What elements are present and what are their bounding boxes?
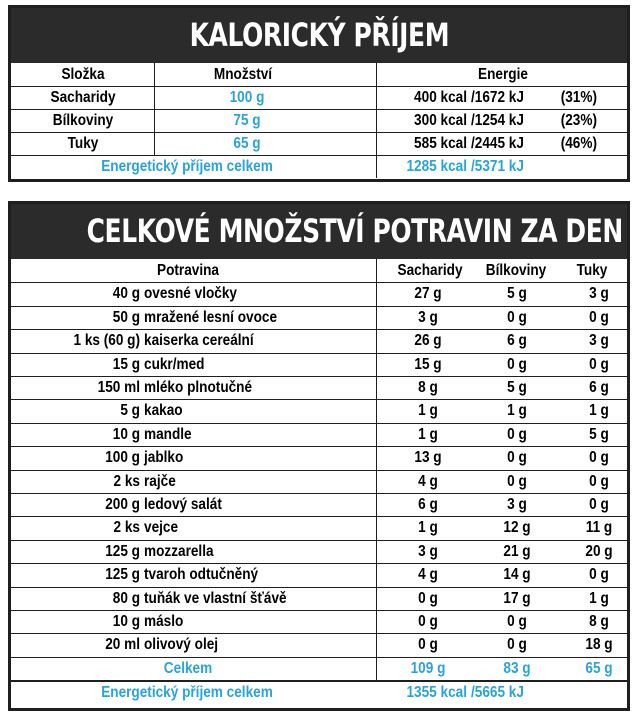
- nutrient-amount: 100 g: [229, 89, 265, 106]
- food-carbs: 26 g: [414, 332, 442, 350]
- food-row: [11, 306, 627, 329]
- food-protein: 17 g: [503, 589, 531, 607]
- sum-row: [11, 657, 627, 680]
- food-quantity: 80 g: [112, 589, 140, 607]
- food-quantity: 20 ml: [105, 636, 140, 654]
- food-protein: 21 g: [503, 542, 531, 560]
- calorie-intake-panel: [8, 5, 630, 182]
- food-fat: 18 g: [585, 636, 613, 654]
- food-row: [11, 633, 627, 656]
- food-row: [11, 493, 627, 516]
- food-carbs: 1 g: [418, 402, 438, 420]
- food-fat: 1 g: [589, 589, 609, 607]
- nutrient-kj: /1672 kJ: [471, 89, 524, 106]
- food-carbs: 0 g: [418, 589, 438, 607]
- food-name: tvaroh odtučněný: [144, 566, 259, 584]
- food-row: [11, 353, 627, 376]
- food-fat: 3 g: [589, 332, 609, 350]
- nutrient-name: Tuky: [67, 135, 99, 152]
- food-quantity: 10 g: [112, 425, 140, 443]
- food-fat: 0 g: [589, 449, 609, 467]
- nutrient-row: [11, 86, 627, 109]
- header-component: Složka: [61, 66, 105, 83]
- nutrient-amount: 75 g: [233, 112, 261, 129]
- header-food: Potravina: [157, 262, 219, 279]
- food-quantity: 100 g: [105, 449, 140, 467]
- header-carbs: Sacharidy: [397, 262, 463, 279]
- food-name: kaiserka cereální: [144, 332, 254, 350]
- food-protein: 0 g: [507, 613, 527, 630]
- food-protein: 0 g: [507, 449, 527, 467]
- food-protein: 5 g: [507, 285, 527, 303]
- food-protein: 1 g: [507, 402, 527, 420]
- food-fat: 0 g: [589, 496, 609, 513]
- food-name: kakao: [144, 402, 183, 420]
- calorie-intake-table: [11, 63, 627, 179]
- food-protein: 0 g: [507, 636, 527, 654]
- food-protein: 12 g: [503, 519, 531, 537]
- energy-total-kcal: 1285 kcal: [406, 158, 467, 175]
- table-header-row: [11, 63, 627, 86]
- food-quantity: 15 g: [112, 355, 140, 373]
- food-row: [11, 516, 627, 539]
- food-fat: 5 g: [589, 425, 609, 443]
- food-carbs: 13 g: [414, 449, 442, 467]
- nutrient-row: [11, 132, 627, 155]
- food-quantity: 200 g: [105, 496, 140, 513]
- food-carbs: 15 g: [414, 355, 442, 373]
- food-carbs: 4 g: [418, 566, 438, 584]
- food-fat: 20 g: [585, 542, 613, 560]
- nutrient-percent: (31%): [560, 89, 597, 106]
- food-name: mražené lesní ovoce: [144, 308, 278, 326]
- food-name: tuňák ve vlastní šťávě: [144, 589, 287, 607]
- calorie-intake-title: KALORICKÝ PŘÍJEM: [11, 8, 627, 63]
- sum-protein: 83 g: [503, 659, 531, 677]
- food-carbs: 27 g: [414, 285, 442, 303]
- food-name: cukr/med: [144, 355, 205, 373]
- food-name: mozzarella: [144, 542, 214, 560]
- food-carbs: 8 g: [418, 379, 438, 396]
- food-row: [11, 563, 627, 586]
- food-row: [11, 540, 627, 563]
- food-protein: 6 g: [507, 332, 527, 350]
- food-carbs: 3 g: [418, 542, 438, 560]
- food-quantity: 1 ks (60 g): [73, 332, 140, 350]
- food-protein: 0 g: [507, 472, 527, 490]
- food-fat: 0 g: [589, 472, 609, 490]
- food-fat: 1 g: [589, 402, 609, 420]
- sum-carbs: 109 g: [410, 659, 446, 677]
- energy-total-label: Energetický příjem celkem: [101, 684, 273, 702]
- food-carbs: 1 g: [418, 519, 438, 537]
- daily-food-panel: [8, 201, 630, 711]
- energy-total-row: [11, 681, 627, 704]
- nutrient-row: [11, 109, 627, 132]
- food-quantity: 10 g: [112, 613, 140, 630]
- energy-total-label: Energetický příjem celkem: [101, 158, 273, 175]
- table-header-row: [11, 259, 627, 282]
- food-name: olivový olej: [144, 636, 219, 654]
- nutrient-kcal: 585 kcal: [414, 135, 467, 152]
- food-row: [11, 376, 627, 399]
- food-quantity: 125 g: [105, 542, 140, 560]
- food-fat: 6 g: [589, 379, 609, 396]
- nutrient-kj: /1254 kJ: [471, 112, 524, 129]
- sum-fat: 65 g: [585, 659, 613, 677]
- nutrient-percent: (46%): [560, 135, 597, 152]
- header-energy: Energie: [478, 66, 528, 83]
- food-quantity: 5 g: [120, 402, 140, 420]
- food-fat: 0 g: [589, 308, 609, 326]
- nutrient-kcal: 300 kcal: [414, 112, 467, 129]
- header-protein: Bílkoviny: [485, 262, 547, 279]
- food-protein: 0 g: [507, 355, 527, 373]
- food-name: jablko: [144, 449, 184, 467]
- food-name: rajče: [144, 472, 176, 490]
- food-name: ledový salát: [144, 496, 222, 513]
- food-fat: 0 g: [589, 566, 609, 584]
- food-carbs: 0 g: [418, 613, 438, 630]
- food-carbs: 0 g: [418, 636, 438, 654]
- nutrient-name: Bílkoviny: [52, 112, 114, 129]
- food-protein: 3 g: [507, 496, 527, 513]
- food-row: [11, 587, 627, 610]
- food-row: [11, 329, 627, 352]
- header-amount: Množství: [213, 66, 273, 83]
- food-fat: 8 g: [589, 613, 609, 630]
- food-carbs: 6 g: [418, 496, 438, 513]
- food-carbs: 1 g: [418, 425, 438, 443]
- food-name: ovesné vločky: [144, 285, 237, 303]
- food-row: [11, 423, 627, 446]
- food-name: mandle: [144, 425, 192, 443]
- food-quantity: 2 ks: [113, 519, 140, 537]
- food-protein: 14 g: [503, 566, 531, 584]
- daily-food-title: CELKOVÉ MNOŽSTVÍ POTRAVIN ZA DEN: [11, 204, 627, 259]
- food-fat: 11 g: [585, 519, 613, 537]
- food-name: mléko plnotučné: [144, 379, 253, 396]
- food-quantity: 150 ml: [97, 379, 140, 396]
- energy-total-kcal: 1355 kcal: [406, 684, 467, 702]
- food-quantity: 125 g: [105, 566, 140, 584]
- food-quantity: 50 g: [112, 308, 140, 326]
- food-fat: 3 g: [589, 285, 609, 303]
- food-row: [11, 282, 627, 305]
- nutrient-kj: /2445 kJ: [471, 135, 524, 152]
- food-row: [11, 399, 627, 422]
- food-protein: 5 g: [507, 379, 527, 396]
- food-carbs: 3 g: [418, 308, 438, 326]
- food-quantity: 2 ks: [113, 472, 140, 490]
- food-row: [11, 610, 627, 633]
- sum-label: Celkem: [163, 659, 213, 677]
- food-protein: 0 g: [507, 308, 527, 326]
- food-carbs: 4 g: [418, 472, 438, 490]
- header-fat: Tuky: [576, 262, 608, 279]
- energy-total-kj: /5371 kJ: [471, 158, 524, 175]
- energy-total-row: [11, 155, 627, 178]
- food-name: vejce: [144, 519, 179, 537]
- food-row: [11, 470, 627, 493]
- nutrient-amount: 65 g: [233, 135, 261, 152]
- food-row: [11, 446, 627, 469]
- energy-total-kj: /5665 kJ: [471, 684, 524, 702]
- food-quantity: 40 g: [112, 285, 140, 303]
- food-name: máslo: [144, 613, 184, 630]
- daily-food-table: [11, 259, 627, 708]
- nutrient-kcal: 400 kcal: [414, 89, 467, 106]
- nutrient-name: Sacharidy: [50, 89, 116, 106]
- nutrient-percent: (23%): [560, 112, 597, 129]
- food-protein: 0 g: [507, 425, 527, 443]
- food-fat: 0 g: [589, 355, 609, 373]
